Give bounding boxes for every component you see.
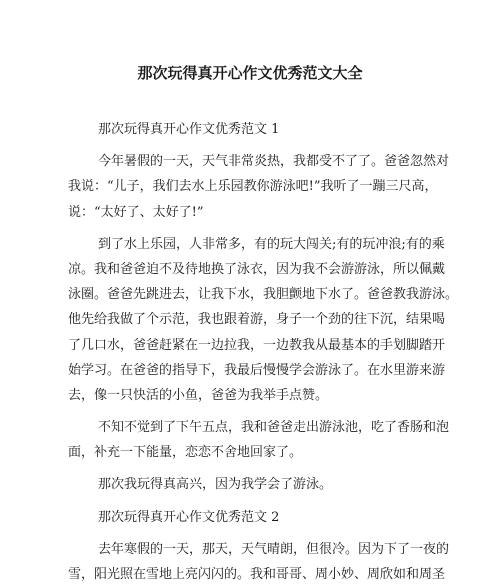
- paragraph-line: 了几口水，爸爸赶紧在一边拉我，一边教我从最基本的手划脚踏开: [68, 337, 446, 353]
- document-body: [68, 117, 459, 587]
- paragraph-line: 始学习。在爸爸的指导下，我最后慢慢学会游泳了。在水里游来游: [68, 362, 446, 378]
- paragraph-line: 今年暑假的一天，天气非常炎热，我都受不了了。爸爸忽然对: [98, 154, 450, 170]
- paragraph-line: 泳圈。爸爸先跳进去，让我下水，我胆颤地下水了。爸爸教我游泳。: [68, 287, 459, 303]
- spacer: [68, 498, 434, 505]
- paragraph-line: 凉。我和爸爸迫不及待地换了泳衣，因为我不会游游泳，所以佩戴: [68, 261, 446, 277]
- document-title: 那次玩得真开心作文优秀范文大全: [137, 64, 363, 82]
- paragraph-line: 我说：“儿子，我们去水上乐园教你游泳吧!”我听了一蹦三尺高，: [68, 179, 438, 195]
- paragraph-line: 他先给我做了个示范，我也跟着游，身子一个劲的往下沉，结果喝: [68, 312, 446, 328]
- spacer: [68, 408, 434, 415]
- section-heading: 那次玩得真开心作文优秀范文 2: [98, 509, 280, 525]
- spacer: [68, 142, 434, 149]
- spacer: [68, 225, 434, 232]
- section-heading: 那次玩得真开心作文优秀范文 1: [98, 122, 280, 137]
- paragraph-line: 面，补充一下能量，恋恋不舍地回家了。: [68, 445, 303, 461]
- spacer: [68, 530, 434, 537]
- paragraph-line: 不知不觉到了下午五点，我和爸爸走出游泳池，吃了香肠和泡: [98, 420, 450, 436]
- paragraph-line: 雪，阳光照在雪地上亮闪闪的。我和哥哥、周小妙、周欣如和周圣: [68, 567, 446, 582]
- paragraph-line: 去年寒假的一天，那天，天气晴朗，但很冷。因为下了一夜的: [98, 541, 450, 557]
- spacer: [68, 465, 434, 472]
- paragraph-line: 说：“太好了、太好了!”: [68, 204, 204, 220]
- paragraph-line: 去，像一只快活的小鱼，爸爸为我举手点赞。: [68, 387, 329, 403]
- paragraph-line: 那次我玩得真高兴，因为我学会了游泳。: [98, 477, 333, 493]
- paragraph-line: 到了水上乐园，人非常多，有的玩大闯关;有的玩冲浪;有的乘: [98, 236, 445, 252]
